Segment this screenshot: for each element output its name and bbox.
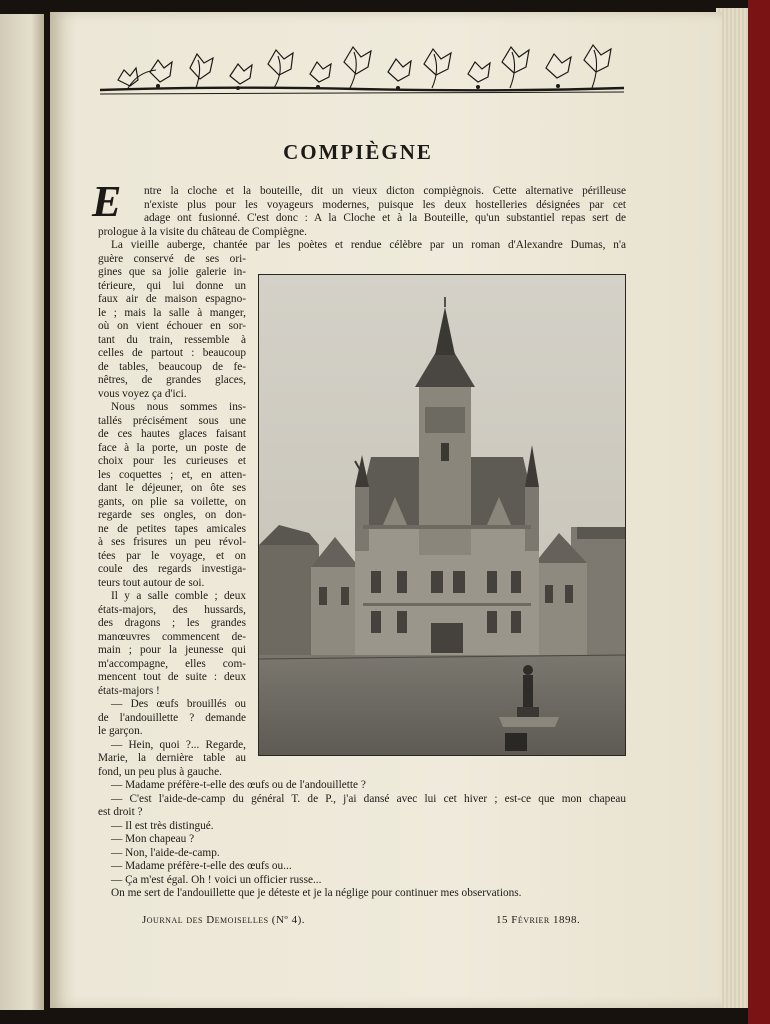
column-line: le garçon. [98, 725, 143, 737]
column-line: états-majors, des hussards, [98, 603, 246, 616]
column-line: Marie, la dernière table au [98, 752, 246, 764]
column-line: Il y a salle comble ; deux [111, 590, 246, 602]
left-page-edge [0, 14, 44, 1010]
column-line: manœuvres commencent de- [98, 630, 246, 643]
column-line: Nous nous sommes ins- [111, 401, 246, 413]
column-line: mencent tout de suite : deux [98, 671, 246, 683]
dialogue-line: est droit ? [98, 806, 143, 818]
column-line: le ; mais la salle à manger, [98, 306, 246, 319]
intro-line-end: prologue à la visite du château de Compiègne. [98, 225, 307, 238]
column-line: nêtres, de grandes glaces, [98, 374, 246, 386]
column-line: de tables, beaucoup de fe- [98, 360, 246, 373]
ivy-ornament-icon [98, 42, 626, 102]
column-line: dant le déjeuner, on ôte ses [98, 482, 246, 494]
dialogue-line: — Non, l'aide-de-camp. [111, 846, 220, 859]
column-line: de ces hautes glaces faisant [98, 428, 246, 440]
dialogue-line: — Mon chapeau ? [111, 833, 195, 845]
article-title: COMPIÈGNE [283, 140, 433, 164]
column-line: états-majors ! [98, 684, 160, 697]
column-line: tées par le voyage, et on [98, 549, 246, 562]
column-line: à ses frisures un peu révol- [98, 536, 246, 548]
intro-line: n'existe plus pour les voyageurs modernes, puisque les deux hostelleries désignées par cet [144, 198, 626, 211]
column-line: où on vient échouer en sor- [98, 320, 246, 332]
dialogue-line: On me sert de l'andouillette que je déteste et je la néglige pour continuer mes observations. [111, 887, 522, 899]
column-line: regarde ses ongles, on don- [98, 509, 246, 521]
column-line: main ; pour la jeunesse qui [98, 644, 246, 656]
column-line: gants, on plie sa voilette, on [98, 495, 246, 508]
column-line: choix pour les curieuses et [98, 455, 246, 467]
column-line: térieure, qui lui donne un [98, 279, 246, 292]
column-line: — Des œufs brouillés ou [111, 698, 246, 710]
column-line: celles de partout : beaucoup [98, 347, 246, 359]
journal-footer: Journal des Demoiselles (Nº 4). [142, 914, 305, 926]
dialogue-line: — Ça m'est égal. Oh ! voici un officier russe... [111, 873, 322, 886]
column-line: tant du train, ressemble à [98, 333, 246, 346]
intro-line: ntre la cloche et la bouteille, dit un vieux dicton compiègnois. Cette alternative périlleuse [144, 185, 626, 197]
intro-line: adage ont fusionné. C'est donc : A la Cloche et à la Bouteille, qu'un substantiel repas sert de [144, 212, 626, 224]
dialogue-line: — C'est l'aide-de-camp du général T. de P., j'ai dansé avec lui cet hiver ; est-ce que mon chapeau [111, 792, 626, 805]
paragraph-first-line: La vieille auberge, chantée par les poètes et rendue célèbre par un roman d'Alexandre Dumas, n'a [111, 239, 626, 251]
dialogue-line: — Madame préfère-t-elle des œufs ou... [111, 860, 292, 872]
column-line: faux air de maison espagno- [98, 293, 246, 305]
column-line: ne de petites tapes amicales [98, 522, 246, 535]
column-line: les coquettes ; et, en atten- [98, 468, 246, 481]
dialogue-line: — Madame préfère-t-elle des œufs ou de l'andouillette ? [111, 779, 366, 791]
dialogue-line: — Il est très distingué. [111, 819, 214, 832]
column-line: des dragons ; les grandes [98, 617, 246, 629]
book-page [50, 12, 722, 1008]
column-line: — Hein, quoi ?... Regarde, [111, 738, 246, 751]
column-line: guère conservé de ses ori- [98, 252, 246, 265]
column-line: de l'andouillette ? demande [98, 711, 246, 724]
column-line: coule des regards investiga- [98, 563, 246, 575]
column-line: fond, un peu plus à gauche. [98, 765, 222, 778]
column-line: teurs tout autour de soi. [98, 576, 205, 589]
drop-cap-letter: E [92, 177, 122, 226]
column-line: m'accompagne, elles com- [98, 657, 246, 670]
column-line: tallés précisément sous une [98, 414, 246, 427]
date-footer: 15 Février 1898. [496, 914, 581, 926]
column-line: gines que sa jolie galerie in- [98, 266, 246, 278]
town-hall-photograph [258, 274, 626, 756]
red-cover [748, 0, 770, 1024]
column-line: face à la porte, un poste de [98, 441, 246, 454]
column-line: vous voyez ça d'ici. [98, 387, 187, 400]
